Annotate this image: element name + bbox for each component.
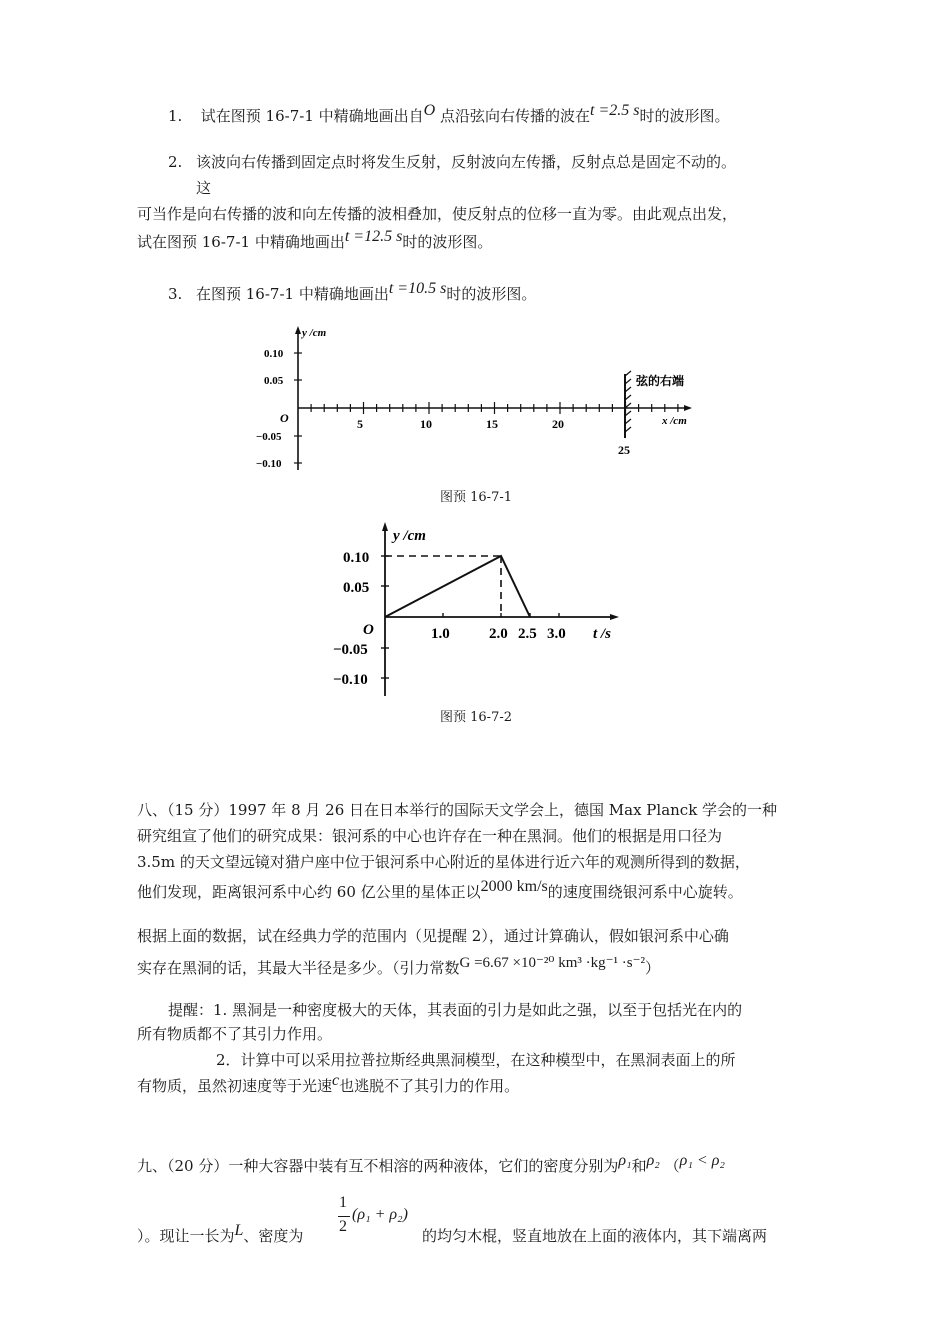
p8-line1: 八、（15 分）1997 年 8 月 26 日在日本举行的国际天文学会上，德国 Max Planck 学会的一种 xyxy=(137,801,778,819)
q2-text-line4 xyxy=(137,228,493,253)
fig1-xtick-20: 20 xyxy=(552,417,564,431)
q2-text: 该波向右传播到固定点时将发生反射，反射波向左传播，反射点总是固定不动的。 xyxy=(196,153,737,171)
p8-line2: 研究组宣了他们的研究成果：银河系的中心也许存在一种在黑洞。他们的根据是用口径为 xyxy=(137,827,723,845)
hint-1: 提醒：1. 黑洞是一种密度极大的天体，其表面的引力是如此之强，以至于包括光在内的 xyxy=(168,1001,743,1019)
fig2-xtick-label: 3.0 xyxy=(547,626,566,642)
p9-line2-b: 、密度为 xyxy=(243,1227,304,1245)
q3-text: 在图预 16-7-1 中精确地画出 xyxy=(196,285,389,303)
q2-text-post: 时的波形图。 xyxy=(402,233,493,251)
fig2-ytick-0.10: 0.10 xyxy=(343,550,370,566)
p8-gravitational-constant: G =6.67 ×10⁻²⁰ km³ ·kg⁻¹ ·s⁻² xyxy=(459,955,646,971)
fig2-ytick-neg0.05: −0.05 xyxy=(333,642,368,658)
p9-frac-bar xyxy=(338,1216,350,1217)
p8-line6 xyxy=(137,955,661,979)
p9-paren: （ xyxy=(664,1157,680,1175)
question-2-line1 xyxy=(168,152,736,172)
q1-origin: O xyxy=(423,102,436,119)
p8-velocity: 2000 km/s xyxy=(480,878,548,895)
fig1-xtick-25: 25 xyxy=(618,443,630,457)
p9-rho2: ρ₂ xyxy=(646,1152,660,1169)
hint-1-cont: 所有物质都不了其引力作用。 xyxy=(137,1025,333,1043)
fig1-hatch-mark xyxy=(625,371,631,376)
hint-2-pre: 有物质，虽然初速度等于光速 xyxy=(137,1077,333,1095)
fig1-ytick-0.10: 0.10 xyxy=(264,348,284,360)
q1-text: 试在图预 16-7-1 中精确地画出自 xyxy=(200,107,424,125)
p9-line2-a: ）。现让一长为 xyxy=(137,1227,235,1245)
q1-text-end: 时的波形图。 xyxy=(639,107,730,125)
q1-number: 1. xyxy=(168,107,183,125)
p9-line1 xyxy=(137,1152,725,1177)
fig1-x-arrow xyxy=(684,405,692,411)
q2-text-cont: 这 xyxy=(196,179,212,197)
p9-frac-denominator: 2 xyxy=(339,1218,347,1235)
figure-16-7-1 xyxy=(250,322,710,482)
p9-rho1: ρ₁ xyxy=(618,1152,632,1169)
fig1-ytick-0.05: 0.05 xyxy=(264,375,284,387)
p8-line4 xyxy=(137,878,743,903)
q2-text-pre: 试在图预 16-7-1 中精确地画出 xyxy=(137,233,345,251)
hint-2-cont xyxy=(137,1072,520,1097)
hint-2: 2．计算中可以采用拉普拉斯经典黑洞模型，在这种模型中，在黑洞表面上的所 xyxy=(216,1051,736,1069)
question-3 xyxy=(168,280,537,305)
fig1-xtick-10: 10 xyxy=(420,417,432,431)
p8-line3: 3.5m 的天文望远镜对猎户座中位于银河系中心附近的星体进行近六年的观测所得到的数据， xyxy=(137,853,750,871)
fig2-caption: 图预 16-7-2 xyxy=(440,710,513,725)
fig2-xtick-label: 2.5 xyxy=(518,626,537,642)
p9-line2-c: 的均匀木棍，竖直地放在上面的液体内，其下端离两 xyxy=(422,1227,768,1245)
q3-time: t =10.5 s xyxy=(388,280,447,297)
q2-number: 2. xyxy=(168,153,183,171)
hint-2-c: c xyxy=(332,1072,340,1089)
q1-time: t =2.5 s xyxy=(590,102,640,119)
fig2-x-label: t /s xyxy=(593,626,611,642)
p9-frac-numerator: 1 xyxy=(339,1194,347,1211)
question-1 xyxy=(168,102,730,127)
fig2-y-arrow xyxy=(382,522,388,531)
fig1-x-label: x /cm xyxy=(662,415,687,427)
fig1-y-arrow xyxy=(295,326,301,334)
fig1-ytick-neg0.05: −0.05 xyxy=(256,431,282,443)
fig2-x-arrow xyxy=(610,614,619,620)
p9-and: 和 xyxy=(631,1157,647,1175)
p9-line2 xyxy=(137,1222,304,1247)
q2-text-line3: 可当作是向右传播的波和向左传播的波相叠加，使反射点的位移一直为零。由此观点出发， xyxy=(137,205,738,223)
q1-text-mid: 点沿弦向右传播的波在 xyxy=(439,107,590,125)
fig1-wall-label: 弦的右端 xyxy=(636,374,685,388)
fig2-pulse-series xyxy=(385,556,530,617)
fig2-xtick-label: 1.0 xyxy=(431,626,450,642)
fig1-xtick-5: 5 xyxy=(357,417,363,431)
p9-inequality: ρ₁ < ρ₂ xyxy=(679,1152,725,1169)
p9-length: L xyxy=(234,1222,244,1239)
p8-line6-post: ） xyxy=(645,959,661,977)
fig2-y-label: y /cm xyxy=(393,528,426,544)
q3-number: 3. xyxy=(168,285,183,303)
fig1-y-label: y /cm xyxy=(302,327,327,339)
fig1-caption: 图预 16-7-1 xyxy=(440,490,513,505)
p8-line4-post: 的速度围绕银河系中心旋转。 xyxy=(547,883,743,901)
p9-frac-rest: (ρ₁ + ρ₂) xyxy=(352,1206,408,1223)
fig2-ytick-0.05: 0.05 xyxy=(343,580,370,596)
fig1-xtick-15: 15 xyxy=(486,417,498,431)
hint-2-post: 也逃脱不了其引力的作用。 xyxy=(339,1077,520,1095)
fig1-origin-label: O xyxy=(280,411,289,425)
p8-line5: 根据上面的数据，试在经典力学的范围内（见提醒 2），通过计算确认，假如银河系中心确 xyxy=(137,927,729,945)
fig2-origin-label: O xyxy=(363,622,374,638)
fig2-xtick-label: 2.0 xyxy=(489,626,508,642)
q2-time: t =12.5 s xyxy=(344,228,403,245)
p8-line6-pre: 实存在黑洞的话，其最大半径是多少。（引力常数 xyxy=(137,959,460,977)
q3-text-post: 时的波形图。 xyxy=(446,285,537,303)
fig2-ytick-neg0.10: −0.10 xyxy=(333,672,368,688)
p8-line4-pre: 他们发现，距离银河系中心约 60 亿公里的星体正以 xyxy=(137,883,481,901)
p9-line1-pre: 九、（20 分）一种大容器中装有互不相溶的两种液体，它们的密度分别为 xyxy=(137,1157,619,1175)
figure-16-7-2 xyxy=(325,522,625,702)
fig1-ytick-neg0.10: −0.10 xyxy=(256,458,282,470)
